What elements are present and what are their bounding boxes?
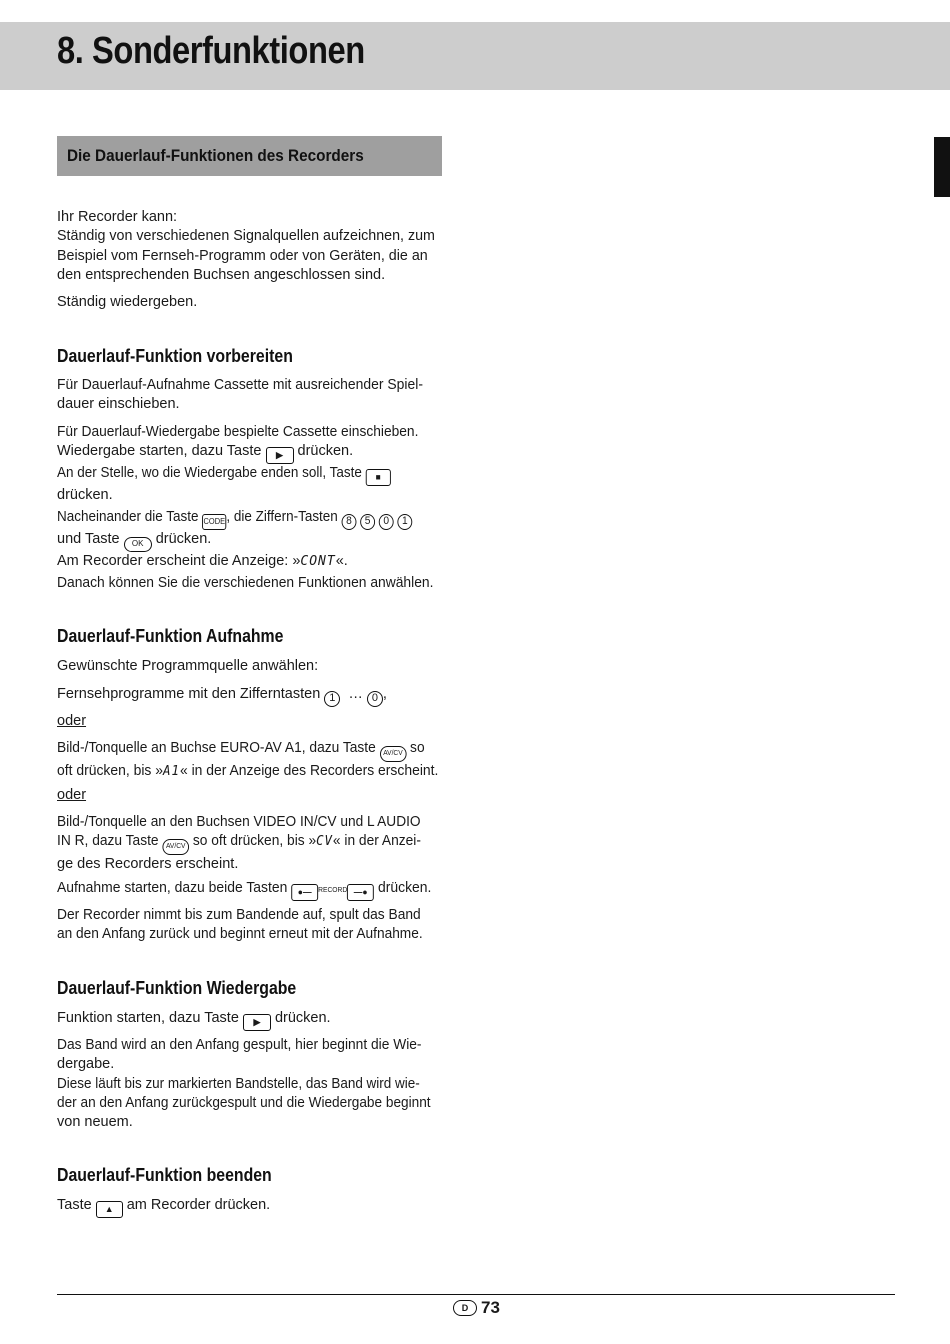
digit-0-key-icon: 0: [367, 691, 383, 707]
digit-1-key-icon: 1: [324, 691, 340, 707]
intro-line: Ständig von verschiedenen Signalquellen aufzeichnen, zum: [57, 228, 435, 245]
paragraph: [57, 813, 442, 875]
text-line: [57, 464, 415, 486]
oder-label: oder: [57, 787, 87, 803]
heading-vorbereiten: Dauerlauf-Funktion vorbereiten: [57, 346, 293, 366]
text-line: [57, 832, 423, 855]
text-fragment: Fernsehprogramme mit den Zifferntasten: [57, 686, 321, 702]
stop-key-icon: ■: [366, 469, 391, 486]
text-line: von neuem.: [57, 1114, 133, 1131]
text-line: [57, 442, 442, 464]
paragraph: [57, 1196, 442, 1218]
text-fragment: drücken.: [155, 531, 212, 547]
intro-line: Beispiel vom Fernseh-Programm oder von Geräten, die an: [57, 247, 428, 264]
text-line: Für Dauerlauf-Wiedergabe bespielte Cassette einschieben.: [57, 424, 419, 440]
text-line: [57, 739, 423, 762]
text-line: drücken.: [57, 487, 113, 504]
text-fragment: ,: [382, 686, 387, 702]
text-line: [57, 1196, 442, 1218]
paragraph: [57, 574, 442, 593]
text-line: [57, 552, 442, 571]
footer-divider: [57, 1294, 895, 1295]
digit-1-key-icon: 1: [397, 514, 412, 530]
text-line: Das Band wird an den Anfang gespult, hier beginnt die Wie-: [57, 1037, 422, 1053]
text-fragment: drücken.: [377, 880, 432, 896]
paragraph: [57, 685, 442, 707]
code-key-icon: CODE: [202, 514, 226, 530]
text-line: [57, 762, 439, 781]
text-fragment: , die Ziffern-Tasten: [226, 509, 338, 525]
oder-label: oder: [57, 713, 87, 729]
play-key-icon: ▶: [266, 447, 294, 464]
section-title-box: [57, 136, 442, 176]
text-line: [57, 508, 415, 530]
digit-5-key-icon: 5: [360, 514, 375, 530]
av-cv-key-icon: AV/CV: [380, 746, 407, 762]
language-badge: D: [453, 1300, 477, 1316]
chapter-side-tab: [934, 137, 950, 197]
record-label: RECORD: [318, 887, 348, 894]
paragraph: [57, 657, 442, 676]
text-fragment: «.: [335, 553, 348, 569]
chapter-title: 8. Sonderfunktionen: [57, 30, 365, 72]
text-line: Bild-/Tonquelle an den Buchsen VIDEO IN/CV und L AUDIO: [57, 814, 421, 830]
text-line: Diese läuft bis zur markierten Bandstelle, das Band wird wie-: [57, 1075, 420, 1092]
text-line: Der Recorder nimmt bis zum Bandende auf, spult das Band: [57, 907, 421, 923]
text-line: der an den Anfang zurückgespult und die Wiedergabe beginnt: [57, 1094, 431, 1111]
paragraph: [57, 423, 442, 506]
text-fragment: « in der Anzei-: [332, 833, 421, 850]
paragraph: [57, 712, 442, 731]
section-title: Die Dauerlauf-Funktionen des Recorders: [67, 146, 364, 165]
page-number: 73: [481, 1298, 500, 1317]
text-line: [57, 685, 442, 707]
text-line: dergabe.: [57, 1056, 115, 1073]
text-fragment: so oft drücken, bis »: [192, 833, 317, 850]
ok-key-icon: OK: [124, 537, 152, 552]
text-fragment: Nacheinander die Taste: [57, 509, 199, 525]
text-fragment: drücken.: [297, 443, 354, 460]
text-line: [57, 879, 432, 901]
heading-beenden: Dauerlauf-Funktion beenden: [57, 1165, 272, 1185]
display-readout: CV: [316, 834, 333, 850]
paragraph: [57, 1036, 442, 1132]
display-readout: A1: [163, 764, 180, 779]
text-fragment: drücken.: [274, 1010, 331, 1026]
text-fragment: IN R, dazu Taste: [57, 833, 159, 850]
text-fragment: Taste: [57, 1197, 92, 1213]
text-fragment: am Recorder drücken.: [126, 1197, 271, 1213]
paragraph: [57, 508, 442, 571]
intro-line: Ständig wiedergeben.: [57, 294, 198, 310]
text-fragment: Am Recorder erscheint die Anzeige: »: [57, 553, 301, 569]
text-fragment: oft drücken, bis »: [57, 763, 164, 779]
text-fragment: « in der Anzeige des Recorders erscheint.: [179, 763, 439, 779]
paragraph: [57, 1009, 442, 1031]
text-fragment: Aufnahme starten, dazu beide Tasten: [57, 880, 288, 896]
paragraph: [57, 906, 442, 945]
display-readout: CONT: [300, 554, 336, 569]
intro-paragraph: [57, 208, 442, 285]
text-line: Danach können Sie die verschiedenen Funktionen anwählen.: [57, 575, 434, 591]
play-key-icon: ▶: [243, 1014, 271, 1031]
text-line: [57, 530, 442, 552]
record-left-key-icon: ●—: [291, 884, 318, 901]
text-line: Gewünschte Programmquelle anwählen:: [57, 658, 319, 674]
eject-key-icon: ▲: [96, 1201, 123, 1218]
text-fragment: und Taste: [57, 531, 120, 547]
text-fragment: so: [410, 740, 425, 756]
paragraph: [57, 879, 442, 901]
record-right-key-icon: —●: [347, 884, 374, 901]
text-fragment: Wiedergabe starten, dazu Taste: [57, 443, 262, 460]
text-line: [57, 1009, 442, 1031]
paragraph: [57, 739, 442, 781]
intro-line: den entsprechenden Buchsen angeschlossen sind.: [57, 266, 386, 283]
intro-paragraph-2: [57, 293, 442, 312]
heading-aufnahme: Dauerlauf-Funktion Aufnahme: [57, 626, 284, 646]
text-line: Für Dauerlauf-Aufnahme Cassette mit ausreichender Spiel-: [57, 377, 423, 393]
text-fragment: Funktion starten, dazu Taste: [57, 1010, 239, 1026]
heading-wiedergabe: Dauerlauf-Funktion Wiedergabe: [57, 978, 297, 998]
digit-8-key-icon: 8: [342, 514, 357, 530]
text-line: ge des Recorders erscheint.: [57, 856, 239, 873]
page-footer: [453, 1298, 500, 1318]
text-line: an den Anfang zurück und beginnt erneut mit der Aufnahme.: [57, 926, 423, 943]
av-cv-key-icon: AV/CV: [162, 839, 189, 855]
intro-line: Ihr Recorder kann:: [57, 209, 178, 225]
digit-0-key-icon: 0: [379, 514, 394, 530]
text-fragment: …: [348, 686, 363, 702]
text-line: dauer einschieben.: [57, 396, 180, 413]
paragraph: [57, 786, 442, 805]
paragraph: [57, 376, 442, 415]
text-fragment: Bild-/Tonquelle an Buchse EURO-AV A1, dazu Taste: [57, 740, 376, 756]
text-fragment: An der Stelle, wo die Wiedergabe enden soll, Taste: [57, 465, 362, 482]
